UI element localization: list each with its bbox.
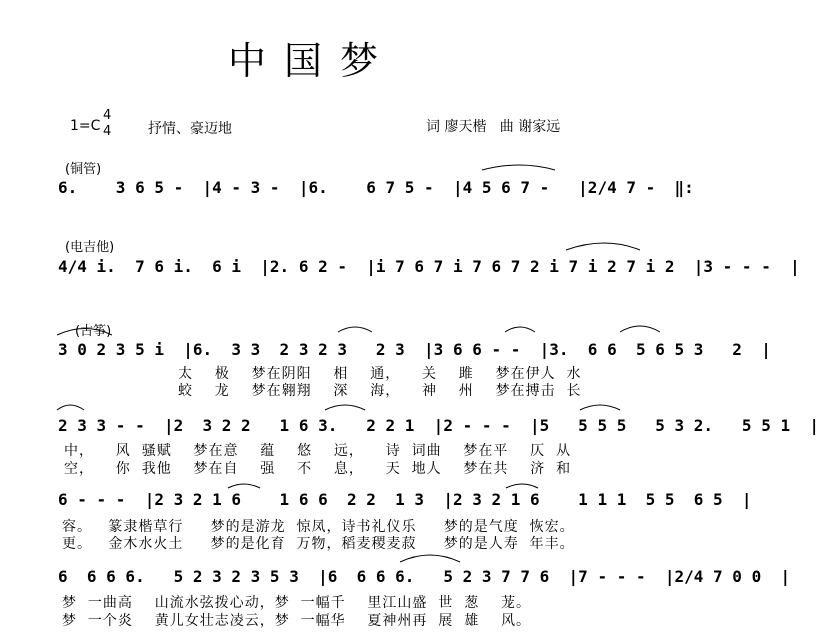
lyrics-verse-2: 空， 你 我他 梦在自 强 不 息， 天 地人 梦在共 济 和 (64, 461, 572, 477)
lyrics-verse-1: 中， 风 骚赋 梦在意 蕴 悠 远， 诗 词曲 梦在平 仄 从 (64, 443, 572, 459)
lyrics-verse-1: 梦 一曲高 山流水弦拨心动，梦 一幅千 里江山盛 世 葱 茏。 (62, 595, 532, 611)
key-signature: 1=C (70, 118, 101, 134)
notation-line: 2 3 3 - - |2 3 2 2 1 6 3. 2 2 1 |2 - - - |5 5 5 5 5 3 2. 5 5 1 | (58, 416, 819, 435)
lyrics-verse-2: 蛟 龙 梦在翱翔 深 海， 神 州 梦在搏击 长 (178, 383, 582, 399)
notation-line: 3 0 2 3 5 i |6. 3 3 2 3 2 3 2 3 |3 6 6 - - |3. 6 6 5 6 5 3 2 | (58, 340, 771, 359)
instrument-label: (电吉他) (65, 240, 115, 255)
instrument-label: (古筝) (75, 324, 112, 339)
page-title: 中国梦 (228, 39, 397, 83)
notation-line: 4/4 i. 7 6 i. 6 i |2. 6 2 - |i 7 6 7 i 7 6 7 2 i 7 i 2 7 i 2 |3 - - - | (58, 257, 800, 276)
lyrics-verse-1: 容。 篆隶楷草行 梦的是游龙 惊凤，诗书礼仪乐 梦的是气度 恢宏。 (62, 519, 575, 535)
lyrics-verse-1: 太 极 梦在阴阳 相 通， 关 雎 梦在伊人 水 (178, 366, 582, 382)
lyrics-verse-2: 梦 一个炎 黄儿女壮志凌云，梦 一幅华 夏神州再 展 雄 风。 (62, 613, 532, 629)
lyrics-verse-2: 更。 金木水火土 梦的是化育 万物，稻麦稷麦菽 梦的是人寿 年丰。 (62, 536, 575, 552)
time-signature-top: 4 (103, 108, 112, 123)
instrument-label: (铜管) (65, 162, 102, 177)
mood-marking: 抒情、豪迈地 (148, 121, 232, 137)
notation-line: 6 6 6 6. 5 2 3 2 3 5 3 |6 6 6 6. 5 2 3 7 7 6 |7 - - - |2/4 7 0 0 | (58, 567, 791, 586)
credits: 词 廖天楷 曲 谢家远 (426, 119, 561, 135)
notation-line: 6 - - - |2 3 2 1 6 1 6 6 2 2 1 3 |2 3 2 1 6 1 1 1 5 5 6 5 | (58, 490, 752, 509)
time-signature-bottom: 4 (103, 124, 112, 139)
notation-line: 6. 3 6 5 - |4 - 3 - |6. 6 7 5 - |4 5 6 7 - |2/4 7 - ‖: (58, 178, 694, 197)
